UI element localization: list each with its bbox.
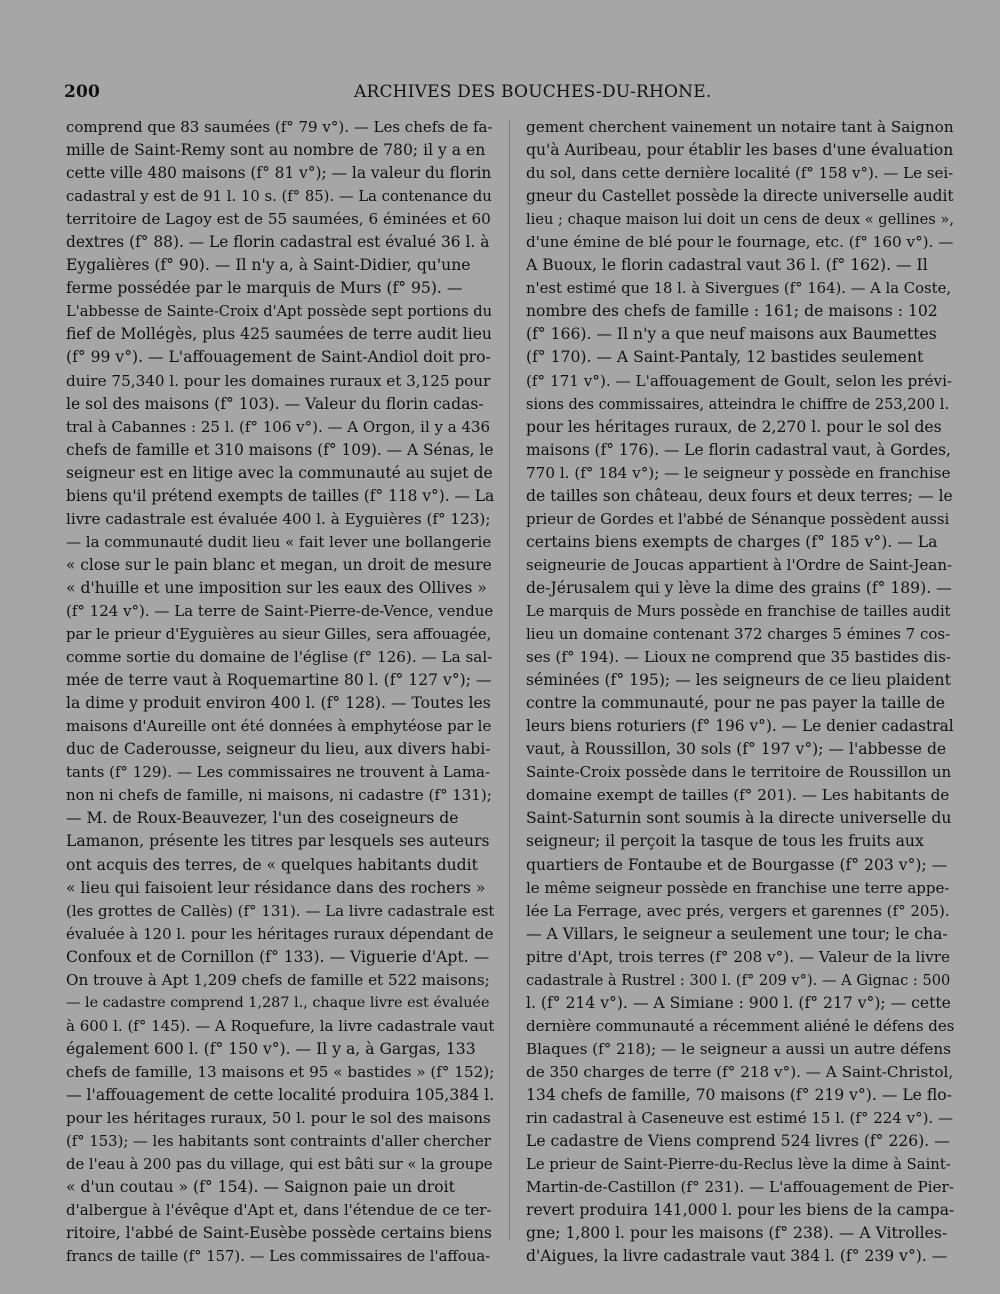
text-line: (f° 170). — A Saint-Pantaly, 12 bastides seulement <box>526 348 924 367</box>
text-line: n'est estimé que 18 l. à Sivergues (f° 164). — A la Coste, <box>526 280 952 298</box>
text-line: gneur du Castellet possède la directe universelle audit <box>526 187 954 206</box>
text-line: cette ville 480 maisons (f° 81 v°); — la valeur du florin <box>66 164 492 183</box>
text-line: — A Villars, le seigneur a seulement une tour; le cha- <box>526 924 948 943</box>
text-line: d'albergue à l'évêque d'Apt et, dans l'étendue de ce ter- <box>66 1201 492 1220</box>
text-line: (f° 153); — les habitants sont contraints d'aller chercher <box>66 1133 491 1151</box>
text-line: « d'un coutau » (f° 154). — Saignon paie un droit <box>66 1178 455 1197</box>
text-line: pour les héritages ruraux, 50 l. pour le sol des maisons <box>66 1109 491 1128</box>
text-line: — la communauté dudit lieu « fait lever une bollangerie <box>66 532 492 551</box>
text-line: biens qu'il prétend exempts de tailles (f° 118 v°). — La <box>66 486 494 505</box>
text-line: revert produira 141,000 l. pour les biens de la campa- <box>526 1201 954 1220</box>
text-line: (f° 171 v°). — L'affouagement de Goult, selon les prévi- <box>526 371 953 390</box>
text-line: à 600 l. (f° 145). — A Roquefure, la livre cadastrale vaut <box>66 1016 494 1035</box>
text-line: pitre d'Apt, trois terres (f° 208 v°). — Valeur de la livre <box>526 947 951 966</box>
text-line: la dime y produit environ 400 l. (f° 128). — Toutes les <box>66 694 491 713</box>
text-line: territoire de Lagoy est de 55 saumées, 6 éminées et 60 <box>66 210 491 229</box>
text-line: qu'à Auribeau, pour établir les bases d'une évaluation <box>526 141 954 160</box>
text-line: maisons (f° 176). — Le florin cadastral vaut, à Gordes, <box>526 440 951 459</box>
text-line: « close sur le pain blanc et megan, un droit de mesure <box>66 555 492 574</box>
text-line: dextres (f° 88). — Le florin cadastral est évalué 36 l. à <box>66 233 490 252</box>
text-line: 134 chefs de famille, 70 maisons (f° 219 v°). — Le flo- <box>526 1085 952 1104</box>
text-line: séminées (f° 195); — les seigneurs de ce lieu plaident <box>526 671 951 690</box>
text-line: de 350 charges de terre (f° 218 v°). — A Saint-Christol, <box>526 1062 954 1081</box>
text-line: Blaques (f° 218); — le seigneur a aussi un autre défens <box>526 1039 951 1058</box>
text-line: « lieu qui faisoient leur résidance dans des rochers » <box>66 878 486 897</box>
text-line: (f° 99 v°). — L'affouagement de Saint-Andiol doit pro- <box>66 348 491 367</box>
text-line: Eygalières (f° 90). — Il n'y a, à Saint-Didier, qu'une <box>66 256 471 275</box>
text-line: gement cherchent vainement un notaire tant à Saignon <box>526 118 954 136</box>
text-line: du sol, dans cette dernière localité (f° 158 v°). — Le sei- <box>526 164 954 183</box>
text-line: cadastral y est de 91 l. 10 s. (f° 85). — La contenance du <box>66 188 492 206</box>
text-line: lieu ; chaque maison lui doit un cens de deux « gellines », <box>526 211 954 229</box>
text-line: également 600 l. (f° 150 v°). — Il y a, à Gargas, 133 <box>66 1039 476 1058</box>
text-line: — M. de Roux-Beauvezer, l'un des coseigneurs de <box>66 809 459 828</box>
text-line: cadastrale à Rustrel : 300 l. (f° 209 v°). — A Gignac : 500 <box>526 971 951 989</box>
text-line: chefs de famille et 310 maisons (f° 109). — A Sénas, le <box>66 440 494 459</box>
text-line: d'Aigues, la livre cadastrale vaut 384 l. (f° 239 v°). — <box>526 1247 948 1266</box>
running-title: ARCHIVES DES BOUCHES-DU-RHONE. <box>354 82 712 102</box>
text-line: Martin-de-Castillon (f° 231). — L'affouagement de Pier- <box>526 1178 954 1197</box>
text-line: tants (f° 129). — Les commissaires ne trouvent à Lama- <box>66 763 491 782</box>
text-line: de l'eau à 200 pas du village, qui est bâti sur « la groupe <box>66 1156 493 1174</box>
left-text-column <box>66 116 494 1268</box>
text-line: 770 l. (f° 184 v°); — le seigneur y possède en franchise <box>526 463 951 482</box>
text-line: Sainte-Croix possède dans le territoire de Roussillon un <box>526 763 952 782</box>
text-line: de tailles son château, deux fours et deux terres; — le <box>526 486 953 505</box>
text-line: nombre des chefs de famille : 161; de maisons : 102 <box>526 302 938 321</box>
text-line: mille de Saint-Remy sont au nombre de 780; il y a en <box>66 141 486 160</box>
text-line: mée de terre vaut à Roquemartine 80 l. (f° 127 v°); — <box>66 671 492 690</box>
text-line: francs de taille (f° 157). — Les commissaires de l'affoua- <box>66 1248 491 1266</box>
text-line: par le prieur d'Eyguières au sieur Gilles, sera affouagée, <box>66 626 492 644</box>
text-line: domaine exempt de tailles (f° 201). — Les habitants de <box>526 786 950 805</box>
text-line: — le cadastre comprend 1,287 l., chaque livre est évaluée <box>66 994 490 1011</box>
text-line: lieu un domaine contenant 372 charges 5 émines 7 cos- <box>526 625 951 644</box>
text-line: « d'huille et une imposition sur les eaux des Ollives » <box>66 578 487 597</box>
text-line: quartiers de Fontaube et de Bourgasse (f° 203 v°); — <box>526 855 948 874</box>
text-line: gne; 1,800 l. pour les maisons (f° 238). — A Vitrolles- <box>526 1224 948 1243</box>
text-line: ont acquis des terres, de « quelques habitants dudit <box>66 855 478 874</box>
text-line: L'abbesse de Sainte-Croix d'Apt possède sept portions du <box>66 303 493 321</box>
text-line: (f° 166). — Il n'y a que neuf maisons aux Baumettes <box>526 325 937 344</box>
text-line: seigneur; il perçoit la tasque de tous les fruits aux <box>526 832 924 851</box>
text-line: prieur de Gordes et l'abbé de Sénanque possèdent aussi <box>526 510 950 528</box>
text-line: contre la communauté, pour ne pas payer la taille de <box>526 694 946 713</box>
right-text-column <box>526 116 954 1268</box>
text-line: Le marquis de Murs possède en franchise de tailles audit <box>526 602 951 620</box>
text-line: livre cadastrale est évaluée 400 l. à Eyguières (f° 123); <box>66 509 491 528</box>
text-line: duire 75,340 l. pour les domaines ruraux et 3,125 pour <box>66 371 491 390</box>
text-line: (f° 124 v°). — La terre de Saint-Pierre-de-Vence, vendue <box>66 601 494 620</box>
text-line: comme sortie du domaine de l'église (f° 126). — La sal- <box>66 648 493 667</box>
text-line: ferme possédée par le marquis de Murs (f° 95). — <box>66 279 463 298</box>
text-line: fief de Mollégès, plus 425 saumées de terre audit lieu <box>66 325 492 344</box>
column-divider <box>509 120 510 1240</box>
text-line: maisons d'Aureille ont été données à emphytéose par le <box>66 717 492 736</box>
text-line: rin cadastral à Caseneuve est estimé 15 l. (f° 224 v°). — <box>526 1109 953 1128</box>
text-line: duc de Caderousse, seigneur du lieu, aux divers habi- <box>66 740 491 759</box>
text-line: — l'affouagement de cette localité produira 105,384 l. <box>66 1085 494 1104</box>
text-line: évaluée à 120 l. pour les héritages ruraux dépendant de <box>66 924 494 943</box>
text-line: Le cadastre de Viens comprend 524 livres (f° 226). — <box>526 1132 950 1151</box>
text-line: ritoire, l'abbé de Saint-Eusèbe possède certains biens <box>66 1224 492 1243</box>
text-line: Lamanon, présente les titres par lesquels ses auteurs <box>66 832 490 851</box>
text-line: comprend que 83 saumées (f° 79 v°). — Les chefs de fa- <box>66 118 493 136</box>
text-line: seigneurie de Joucas appartient à l'Ordre de Saint-Jean- <box>526 555 953 574</box>
text-line: (les grottes de Callès) (f° 131). — La livre cadastrale est <box>66 901 494 920</box>
text-line: vaut, à Roussillon, 30 sols (f° 197 v°); — l'abbesse de <box>526 740 947 759</box>
text-line: Le prieur de Saint-Pierre-du-Reclus lève la dime à Saint- <box>526 1156 951 1174</box>
text-line: d'une émine de blé pour le fournage, etc. (f° 160 v°). — <box>526 233 954 252</box>
text-line: le même seigneur possède en franchise une terre appe- <box>526 878 950 897</box>
text-line: l. (f° 214 v°). — A Simiane : 900 l. (f° 217 v°); — cette <box>526 993 951 1012</box>
text-line: tral à Cabannes : 25 l. (f° 106 v°). — A Orgon, il y a 436 <box>66 417 491 436</box>
text-line: seigneur est en litige avec la communauté au sujet de <box>66 463 493 482</box>
text-line: On trouve à Apt 1,209 chefs de famille et 522 maisons; <box>66 970 490 989</box>
text-line: A Buoux, le florin cadastral vaut 36 l. (f° 162). — Il <box>526 256 928 275</box>
text-line: de-Jérusalem qui y lève la dime des grains (f° 189). — <box>526 578 952 597</box>
text-line: Saint-Saturnin sont soumis à la directe universelle du <box>526 809 952 828</box>
text-line: non ni chefs de famille, ni maisons, ni cadastre (f° 131); <box>66 786 492 805</box>
text-line: lée La Ferrage, avec prés, vergers et garennes (f° 205). <box>526 901 950 920</box>
text-line: Confoux et de Cornillon (f° 133). — Viguerie d'Apt. — <box>66 947 490 966</box>
text-line: sions des commissaires, atteindra le chiffre de 253,200 l. <box>526 395 950 413</box>
text-line: certains biens exempts de charges (f° 185 v°). — La <box>526 532 938 551</box>
page-number: 200 <box>64 82 101 102</box>
text-line: chefs de famille, 13 maisons et 95 « bastides » (f° 152); <box>66 1062 494 1081</box>
text-line: pour les héritages ruraux, de 2,270 l. pour le sol des <box>526 417 942 436</box>
text-line: le sol des maisons (f° 103). — Valeur du florin cadas- <box>66 394 484 413</box>
text-line: ses (f° 194). — Lioux ne comprend que 35 bastides dis- <box>526 648 952 667</box>
text-line: leurs biens roturiers (f° 196 v°). — Le denier cadastral <box>526 717 954 736</box>
text-line: dernière communauté a récemment aliéné le défens des <box>526 1016 954 1035</box>
